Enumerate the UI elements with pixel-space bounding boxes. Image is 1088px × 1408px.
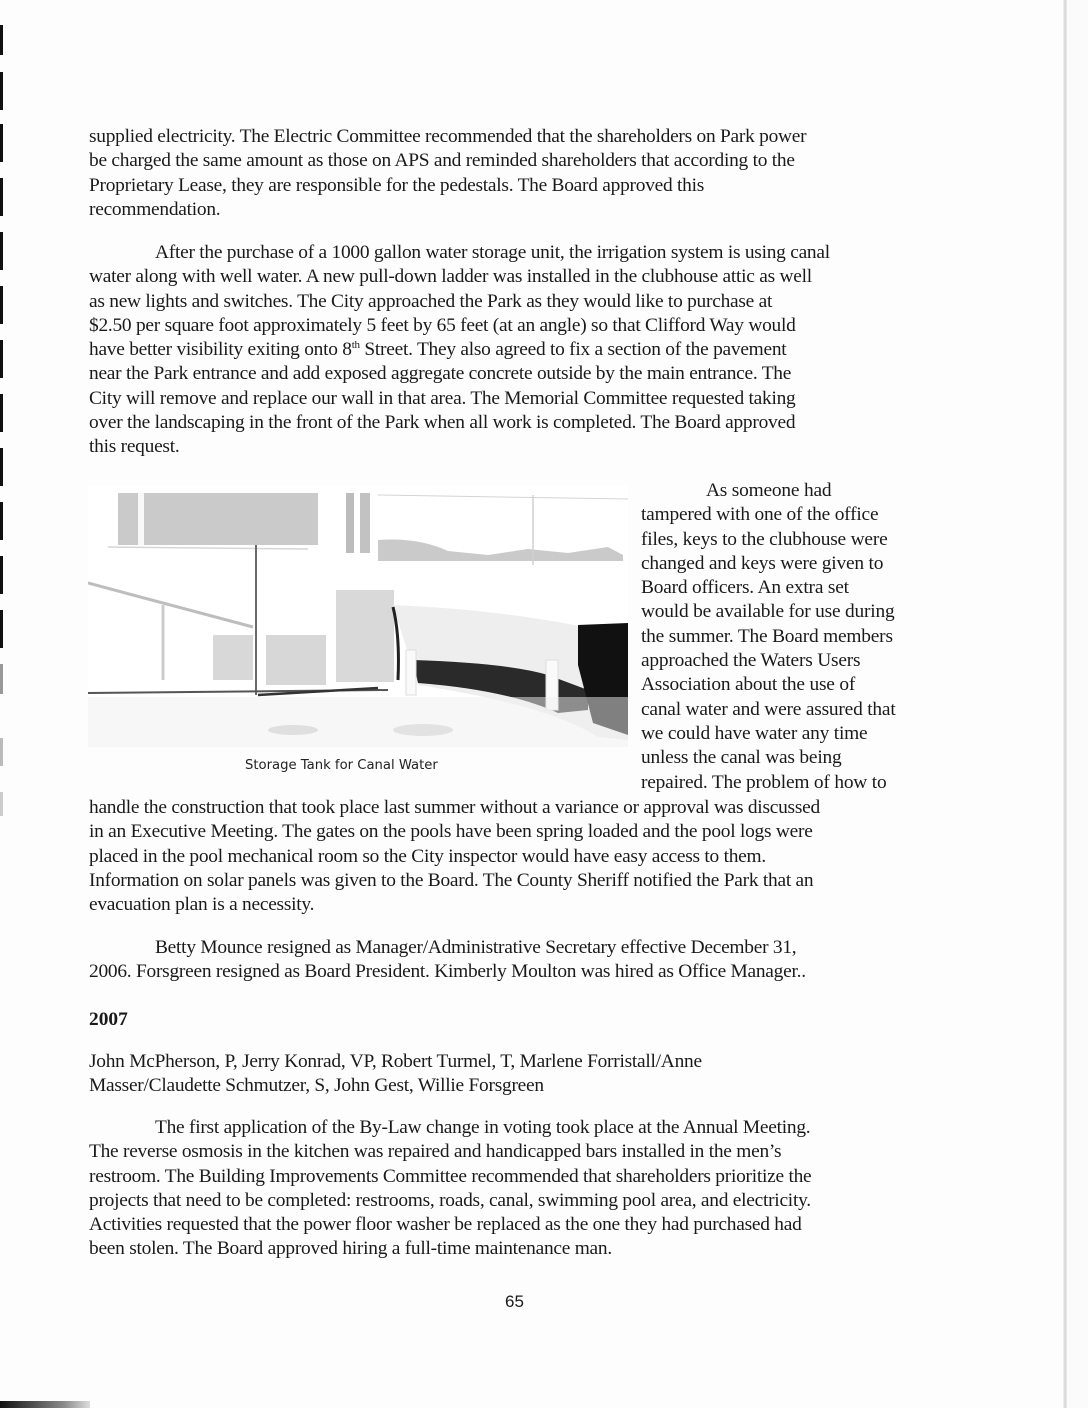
text-line: would be available for use during [641, 601, 895, 623]
text-line: 2006. Forsgreen resigned as Board President. Kimberly Moulton was hired as Office Manager.. [89, 961, 806, 983]
paragraph-water-storage [89, 241, 939, 460]
text-line: files, keys to the clubhouse were [641, 528, 888, 550]
year-heading: 2007 [89, 1009, 128, 1030]
text-line: recommendation. [89, 198, 221, 220]
text-line: the summer. The Board members [641, 625, 893, 647]
text-line: as new lights and switches. The City approached the Park as they would like to purchase at [89, 290, 773, 312]
paragraph-executive-meeting [89, 796, 939, 917]
text-line [89, 338, 939, 362]
paragraph-office-keys [641, 479, 941, 795]
text-line: approached the Waters Users [641, 650, 861, 672]
paragraph-board-members [89, 1050, 939, 1099]
text-line: Board officers. An extra set [641, 577, 849, 599]
text-line: near the Park entrance and add exposed aggregate concrete outside by the main entrance. The [89, 363, 792, 385]
text-line: in an Executive Meeting. The gates on the pools have been spring loaded and the pool logs were [89, 821, 813, 843]
page-number: 65 [505, 1292, 524, 1311]
text-line: unless the canal was being [641, 747, 842, 769]
text-line: projects that need to be completed: restrooms, roads, canal, swimming pool area, and electricity. [89, 1189, 811, 1211]
binding-mark [0, 25, 3, 55]
page-margin [1067, 0, 1088, 1408]
text-line: John McPherson, P, Jerry Konrad, VP, Robert Turmel, T, Marlene Forristall/Anne [89, 1051, 702, 1072]
binding-mark [0, 394, 3, 432]
text-line: Information on solar panels was given to the Board. The County Sheriff notified the Park that an [89, 869, 814, 891]
text-line: Association about the use of [641, 674, 856, 696]
text-line: repaired. The problem of how to [641, 771, 887, 793]
text-line: After the purchase of a 1000 gallon water storage unit, the irrigation system is using canal [155, 242, 830, 263]
binding-mark [0, 178, 3, 216]
text-line: $2.50 per square foot approximately 5 feet by 65 feet (at an angle) so that Clifford Way would [89, 314, 796, 336]
text-line: supplied electricity. The Electric Committee recommended that the shareholders on Park power [89, 126, 807, 147]
text-line: changed and keys were given to [641, 552, 884, 574]
text-line: canal water and were assured that [641, 698, 896, 720]
text-line: handle the construction that took place last summer without a variance or approval was discussed [89, 797, 820, 818]
binding-mark [0, 448, 3, 486]
text-line: be charged the same amount as those on APS and reminded shareholders that according to the [89, 150, 795, 172]
text-line: restroom. The Building Improvements Committee recommended that shareholders prioritize the [89, 1165, 812, 1187]
binding-mark [0, 72, 3, 110]
superscript: th [351, 339, 360, 352]
text-segment: Street. They also agreed to fix a section of the pavement [359, 339, 787, 361]
text-line: been stolen. The Board approved hiring a full-time maintenance man. [89, 1238, 612, 1260]
text-line: Proprietary Lease, they are responsible for the pedestals. The Board approved this [89, 174, 705, 196]
photo-graphic [88, 485, 628, 747]
paragraph-resignations [89, 936, 939, 985]
text-segment: have better visibility exiting onto 8 [89, 339, 352, 361]
storage-tank-photo [88, 485, 628, 747]
text-line: we could have water any time [641, 722, 868, 744]
binding-mark [0, 340, 3, 378]
text-line: tampered with one of the office [641, 504, 879, 526]
binding-mark [0, 610, 3, 648]
binding-mark [0, 738, 3, 766]
binding-mark [0, 502, 3, 540]
text-line: evacuation plan is a necessity. [89, 894, 315, 916]
text-line: water along with well water. A new pull-down ladder was installed in the clubhouse attic as well [89, 266, 812, 288]
paragraph-electric-committee [89, 125, 939, 222]
binding-mark [0, 124, 3, 162]
binding-mark [0, 792, 3, 816]
text-line: over the landscaping in the front of the Park when all work is completed. The Board approved [89, 412, 796, 434]
page-corner-shadow [0, 1401, 90, 1408]
text-line: As someone had [706, 480, 832, 501]
binding-mark [0, 664, 3, 694]
text-line: Masser/Claudette Schmutzer, S, John Gest, Willie Forsgreen [89, 1075, 544, 1097]
photo-caption: Storage Tank for Canal Water [245, 758, 438, 773]
binding-mark [0, 232, 3, 270]
text-line: The reverse osmosis in the kitchen was repaired and handicapped bars installed in the men’s [89, 1141, 782, 1163]
text-line: Activities requested that the power floor washer be replaced as the one they had purchased had [89, 1214, 802, 1236]
binding-mark [0, 556, 3, 594]
paragraph-bylaw-voting [89, 1116, 939, 1262]
text-line: The first application of the By-Law change in voting took place at the Annual Meeting. [155, 1117, 811, 1138]
text-line: City will remove and replace our wall in that area. The Memorial Committee requested taking [89, 387, 796, 409]
text-line: Betty Mounce resigned as Manager/Administrative Secretary effective December 31, [155, 937, 797, 958]
text-line: this request. [89, 436, 180, 458]
binding-mark [0, 286, 3, 324]
text-line: placed in the pool mechanical room so the City inspector would have easy access to them. [89, 845, 766, 867]
